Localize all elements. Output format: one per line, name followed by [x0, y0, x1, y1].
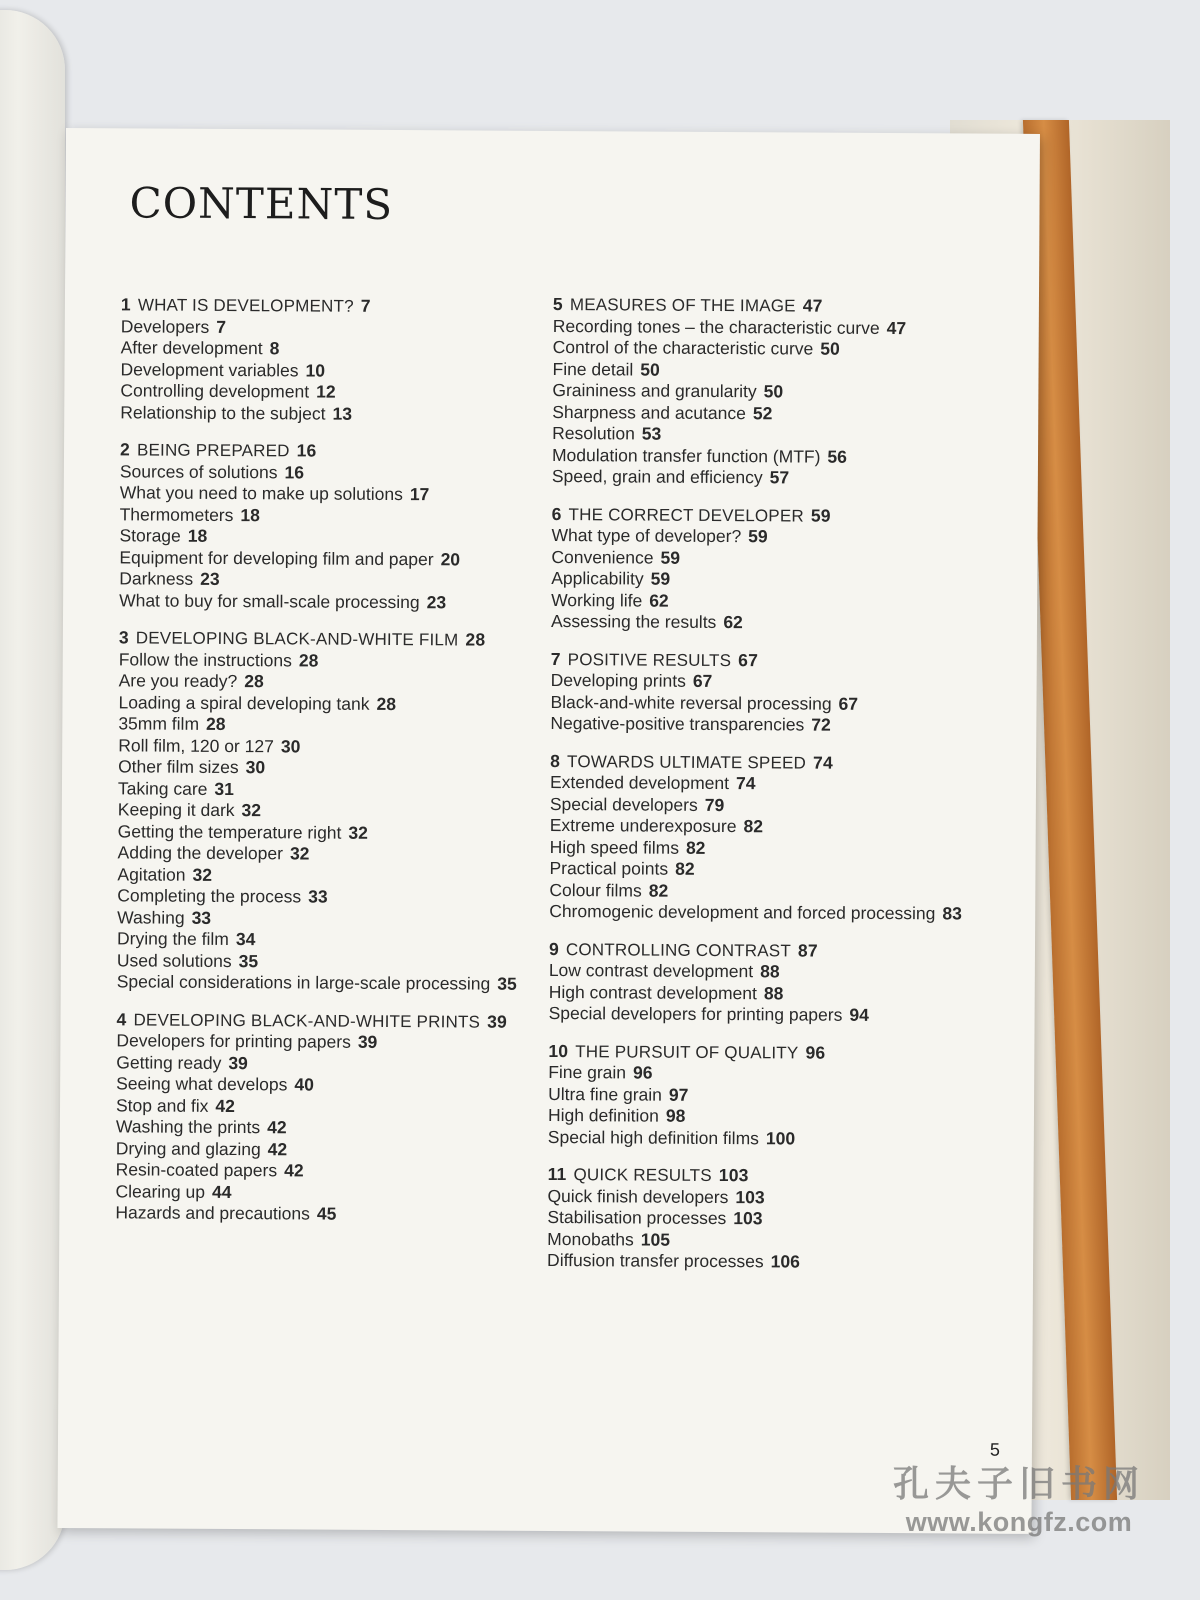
entry-title: Colour films — [549, 879, 642, 901]
chapter-number: 8 — [550, 750, 561, 771]
entry-page-number: 32 — [289, 843, 310, 864]
toc-entry — [549, 879, 969, 903]
entry-title: What to buy for small-scale processing — [119, 589, 420, 612]
chapter-heading — [120, 439, 540, 463]
entry-page-number: 96 — [633, 1062, 653, 1083]
entry-title: Extended development — [549, 771, 730, 794]
entry-page-number: 83 — [942, 903, 962, 924]
entry-title: Graininess and granularity — [552, 379, 757, 402]
toc-entry — [548, 1062, 968, 1086]
entry-title: High contrast development — [548, 981, 757, 1003]
entry-page-number: 62 — [649, 590, 669, 611]
entry-page-number: 105 — [640, 1229, 671, 1250]
entry-title: High speed films — [549, 836, 680, 858]
entry-title: Keeping it dark — [117, 799, 235, 821]
chapter-title: THE CORRECT DEVELOPER — [568, 504, 804, 526]
toc-chapter — [548, 1040, 969, 1150]
toc-entry — [551, 589, 971, 613]
entry-title: Are you ready? — [118, 670, 238, 692]
entry-page-number: 42 — [267, 1117, 287, 1138]
entry-page-number: 67 — [838, 693, 859, 714]
toc-entry — [551, 611, 971, 635]
entry-title: Extreme underexposure — [549, 814, 737, 837]
entry-title: Equipment for developing film and paper — [119, 546, 434, 569]
chapter-heading — [550, 750, 970, 774]
chapter-heading — [552, 503, 972, 527]
toc-chapter — [549, 750, 970, 925]
toc-chapter — [552, 294, 973, 490]
chapter-page-number: 67 — [738, 649, 759, 670]
entry-page-number: 7 — [216, 316, 227, 337]
entry-page-number: 50 — [763, 381, 784, 402]
page-title: CONTENTS — [129, 178, 394, 229]
entry-page-number: 32 — [241, 800, 262, 821]
chapter-page-number: 96 — [805, 1042, 826, 1063]
entry-page-number: 98 — [665, 1105, 686, 1126]
toc-entry — [551, 546, 971, 570]
watermark-url: www.kongfz.com — [905, 1507, 1133, 1537]
entry-title: Resin-coated papers — [115, 1159, 278, 1181]
toc-entry — [115, 1202, 535, 1226]
entry-title: Thermometers — [119, 503, 234, 525]
entry-title: After development — [120, 337, 263, 359]
entry-page-number: 88 — [763, 982, 784, 1003]
toc-entry — [549, 901, 969, 925]
toc-entry — [119, 649, 539, 673]
entry-page-number: 44 — [211, 1181, 232, 1202]
chapter-number: 3 — [118, 627, 129, 648]
entry-page-number: 40 — [294, 1074, 314, 1095]
entry-page-number: 28 — [298, 649, 319, 671]
entry-title: Special developers — [549, 793, 698, 815]
toc-entry — [552, 380, 972, 404]
toc-entry — [551, 568, 971, 592]
toc-entry — [119, 590, 539, 614]
toc-entry — [547, 1228, 967, 1252]
entry-title: Fine detail — [552, 358, 634, 379]
toc-entry — [117, 864, 537, 888]
toc-entry — [116, 1095, 536, 1119]
chapter-number: 1 — [120, 294, 131, 315]
toc-entry — [118, 735, 538, 759]
entry-title: Storage — [119, 525, 181, 546]
entry-page-number: 23 — [200, 568, 220, 589]
toc-entry — [117, 950, 537, 974]
entry-title: Drying and glazing — [115, 1137, 261, 1159]
toc-entry — [552, 401, 972, 425]
entry-title: Sources of solutions — [119, 460, 278, 482]
entry-page-number: 82 — [675, 858, 695, 879]
toc-entry — [549, 960, 969, 984]
toc-entry — [550, 691, 970, 715]
entry-page-number: 33 — [191, 907, 212, 928]
entry-page-number: 50 — [820, 338, 840, 359]
chapter-number: 7 — [550, 648, 561, 669]
chapter-title: WHAT IS DEVELOPMENT? — [137, 295, 354, 316]
entry-title: Used solutions — [116, 949, 232, 971]
entry-title: Special considerations in large-scale processing — [116, 971, 491, 994]
chapter-heading — [551, 648, 971, 672]
chapter-title: THE PURSUIT OF QUALITY — [575, 1041, 799, 1062]
page-number: 5 — [989, 1439, 1001, 1460]
entry-page-number: 28 — [244, 671, 264, 692]
chapter-title: TOWARDS ULTIMATE SPEED — [567, 751, 807, 773]
chapter-heading — [553, 294, 973, 318]
toc-entry — [118, 821, 538, 845]
entry-title: Washing — [117, 906, 185, 928]
entry-page-number: 42 — [284, 1160, 304, 1181]
entry-title: Modulation transfer function (MTF) — [551, 444, 821, 467]
toc-chapter — [119, 439, 540, 614]
toc-entry — [120, 402, 540, 426]
entry-page-number: 28 — [376, 693, 397, 714]
toc-entry — [121, 316, 541, 340]
entry-page-number: 94 — [849, 1004, 869, 1025]
entry-page-number: 59 — [650, 568, 671, 589]
chapter-heading — [119, 627, 539, 651]
chapter-page-number: 47 — [802, 295, 823, 316]
entry-title: Roll film, 120 or 127 — [118, 734, 274, 756]
toc-entry — [116, 1138, 536, 1162]
entry-page-number: 39 — [357, 1031, 378, 1052]
toc-chapter — [550, 648, 971, 737]
toc-chapter — [551, 503, 972, 635]
entry-title: Darkness — [119, 568, 194, 589]
chapter-number: 2 — [119, 439, 131, 460]
toc-entry — [547, 1207, 967, 1231]
entry-title: Agitation — [117, 863, 186, 885]
entry-title: Special developers for printing papers — [548, 1002, 843, 1025]
toc-entry — [118, 692, 538, 716]
toc-entry — [116, 1030, 536, 1054]
entry-page-number: 45 — [316, 1203, 337, 1224]
toc-entry — [552, 444, 972, 468]
entry-title: Diffusion transfer processes — [547, 1249, 764, 1272]
chapter-number: 6 — [551, 503, 562, 524]
chapter-number: 5 — [552, 293, 563, 315]
entry-page-number: 32 — [348, 822, 368, 843]
toc-entry — [117, 928, 537, 952]
entry-title: Seeing what develops — [116, 1073, 288, 1095]
entry-page-number: 23 — [426, 591, 447, 612]
toc-entry — [119, 670, 539, 694]
entry-page-number: 59 — [660, 547, 681, 568]
chapter-page-number: 74 — [812, 752, 833, 773]
entry-title: Drying the film — [116, 928, 229, 950]
entry-title: Stop and fix — [115, 1094, 209, 1116]
entry-title: Low contrast development — [548, 959, 754, 982]
entry-title: Controlling development — [120, 380, 310, 402]
chapter-number: 11 — [547, 1163, 567, 1185]
toc-entry — [552, 423, 972, 447]
entry-title: Washing the prints — [115, 1116, 261, 1138]
toc-entry — [549, 981, 969, 1005]
toc-chapter — [547, 1164, 968, 1274]
chapter-title: DEVELOPING BLACK-AND-WHITE PRINTS — [133, 1009, 481, 1032]
toc-entry — [548, 1126, 968, 1150]
entry-title: Quick finish developers — [547, 1185, 729, 1207]
chapter-title: MEASURES OF THE IMAGE — [569, 295, 796, 316]
entry-title: Assessing the results — [550, 610, 717, 632]
toc-column-right — [547, 294, 973, 1290]
chapter-title: BEING PREPARED — [136, 440, 290, 461]
chapter-heading — [121, 294, 541, 318]
chapter-heading — [548, 1040, 968, 1064]
entry-page-number: 35 — [238, 950, 259, 971]
toc-entry — [549, 1003, 969, 1027]
toc-entry — [118, 842, 538, 866]
entry-title: Convenience — [551, 546, 654, 568]
entry-page-number: 52 — [752, 402, 773, 423]
toc-entry — [551, 670, 971, 694]
toc-chapter — [120, 294, 541, 426]
toc-entry — [116, 1052, 536, 1076]
toc-entry — [547, 1185, 967, 1209]
toc-entry — [118, 756, 538, 780]
entry-page-number: 72 — [811, 714, 831, 735]
toc-chapter — [115, 1009, 536, 1227]
entry-page-number: 8 — [269, 338, 280, 359]
toc-entry — [549, 858, 969, 882]
entry-page-number: 35 — [497, 973, 517, 994]
entry-page-number: 50 — [640, 359, 660, 380]
entry-page-number: 82 — [743, 816, 764, 837]
toc-entry — [550, 793, 970, 817]
entry-page-number: 18 — [187, 525, 208, 546]
entry-title: Sharpness and acutance — [552, 401, 746, 423]
chapter-title: DEVELOPING BLACK-AND-WHITE FILM — [135, 628, 459, 650]
entry-title: Monobaths — [547, 1228, 634, 1249]
entry-page-number: 33 — [308, 886, 328, 907]
entry-title: Completing the process — [117, 885, 302, 907]
toc-entry — [550, 815, 970, 839]
watermark — [888, 1456, 1150, 1538]
entry-page-number: 13 — [332, 403, 353, 424]
toc-entry — [117, 885, 537, 909]
entry-page-number: 30 — [245, 757, 266, 778]
entry-page-number: 106 — [770, 1251, 800, 1272]
toc-entry — [117, 907, 537, 931]
toc-entry — [120, 380, 540, 404]
entry-title: Special high definition films — [547, 1126, 759, 1148]
entry-page-number: 28 — [206, 713, 226, 734]
toc-entry — [118, 778, 538, 802]
toc-entry — [550, 836, 970, 860]
entry-title: Other film sizes — [118, 756, 239, 778]
entry-page-number: 62 — [723, 612, 743, 633]
entry-page-number: 42 — [215, 1095, 235, 1116]
entry-page-number: 39 — [228, 1052, 248, 1073]
toc-entry — [548, 1105, 968, 1129]
entry-title: Resolution — [552, 422, 635, 444]
chapter-page-number: 59 — [810, 505, 831, 526]
toc-entry — [116, 1073, 536, 1097]
entry-page-number: 16 — [284, 461, 305, 482]
entry-title: Getting the temperature right — [117, 820, 342, 843]
entry-title: Getting ready — [116, 1051, 222, 1073]
chapter-number: 9 — [548, 938, 559, 959]
entry-title: Chromogenic development and forced processing — [549, 900, 936, 924]
toc-entry — [547, 1250, 967, 1274]
toc-entry — [116, 1159, 536, 1183]
entry-page-number: 42 — [267, 1138, 288, 1159]
entry-page-number: 67 — [692, 670, 713, 691]
chapter-number: 4 — [116, 1008, 127, 1029]
toc-entry — [116, 1116, 536, 1140]
entry-title: Developing prints — [550, 669, 686, 691]
chapter-heading — [116, 1009, 536, 1033]
toc-entry — [550, 713, 970, 737]
entry-page-number: 103 — [735, 1186, 765, 1207]
entry-page-number: 34 — [235, 929, 256, 950]
entry-title: Relationship to the subject — [120, 401, 326, 424]
entry-title: Speed, grain and efficiency — [551, 465, 763, 488]
entry-title: Developers for printing papers — [116, 1030, 351, 1052]
chapter-page-number: 87 — [797, 939, 818, 961]
entry-title: Working life — [551, 589, 643, 611]
chapter-page-number: 16 — [296, 440, 317, 461]
chapter-number: 10 — [548, 1040, 569, 1061]
chapter-page-number: 7 — [360, 295, 371, 316]
entry-title: Applicability — [551, 567, 644, 589]
entry-page-number: 59 — [748, 526, 768, 547]
entry-page-number: 17 — [409, 484, 430, 505]
toc-entry — [117, 971, 537, 995]
entry-title: Taking care — [117, 777, 208, 799]
entry-title: Development variables — [120, 358, 299, 380]
entry-title: What type of developer? — [551, 524, 742, 547]
entry-page-number: 20 — [440, 548, 461, 569]
entry-page-number: 47 — [886, 317, 907, 338]
toc-entry — [120, 482, 540, 506]
toc-entry — [119, 547, 539, 571]
entry-title: Ultra fine grain — [548, 1083, 662, 1105]
entry-title: Clearing up — [115, 1180, 206, 1202]
entry-title: Follow the instructions — [118, 648, 292, 670]
entry-title: Recording tones – the characteristic curve — [552, 315, 880, 338]
toc-entry — [550, 772, 970, 796]
entry-page-number: 10 — [305, 359, 326, 381]
entry-page-number: 12 — [316, 381, 336, 402]
entry-page-number: 32 — [192, 864, 213, 885]
watermark-name: 孔夫子旧书网 — [892, 1464, 1145, 1505]
entry-page-number: 57 — [769, 467, 790, 488]
toc-entry — [551, 525, 971, 549]
entry-title: Developers — [120, 315, 210, 337]
entry-title: Negative-positive transparencies — [550, 712, 805, 735]
chapter-heading — [548, 1164, 968, 1188]
toc-entry — [118, 799, 538, 823]
toc-entry — [121, 337, 541, 361]
toc-chapter — [117, 627, 539, 995]
entry-page-number: 103 — [733, 1208, 763, 1229]
entry-page-number: 30 — [280, 735, 301, 756]
toc-column-left — [115, 294, 541, 1242]
entry-page-number: 56 — [827, 446, 847, 467]
toc-entry — [552, 466, 972, 490]
contents-page — [57, 128, 1040, 1534]
chapter-heading — [549, 938, 969, 962]
toc-entry — [120, 461, 540, 485]
entry-title: Hazards and precautions — [115, 1202, 310, 1224]
chapter-page-number: 28 — [465, 629, 486, 650]
entry-title: What you need to make up solutions — [119, 482, 403, 505]
toc-entry — [119, 568, 539, 592]
entry-title: Fine grain — [548, 1061, 627, 1083]
entry-page-number: 79 — [704, 794, 725, 815]
entry-title: Control of the characteristic curve — [552, 336, 814, 359]
toc-entry — [118, 713, 538, 737]
entry-title: Adding the developer — [117, 842, 284, 864]
chapter-title: QUICK RESULTS — [573, 1165, 712, 1185]
entry-page-number: 31 — [214, 778, 234, 799]
entry-title: Stabilisation processes — [547, 1206, 727, 1229]
toc-entry — [553, 315, 973, 339]
facing-page-edge — [0, 10, 65, 1570]
chapter-page-number: 39 — [487, 1011, 508, 1032]
toc-chapter — [549, 938, 970, 1027]
toc-entry — [115, 1181, 535, 1205]
entry-title: Loading a spiral developing tank — [118, 691, 370, 714]
toc-entry — [120, 359, 540, 383]
entry-title: Black-and-white reversal processing — [550, 691, 832, 714]
entry-title: Practical points — [549, 857, 669, 879]
toc-entry — [553, 337, 973, 361]
entry-page-number: 97 — [668, 1084, 689, 1105]
toc-entry — [119, 525, 539, 549]
entry-title: 35mm film — [118, 713, 200, 734]
entry-page-number: 74 — [735, 773, 756, 794]
entry-page-number: 100 — [765, 1127, 796, 1148]
chapter-title: POSITIVE RESULTS — [567, 649, 732, 670]
entry-page-number: 82 — [685, 837, 706, 858]
toc-entry — [548, 1083, 968, 1107]
entry-page-number: 88 — [760, 961, 780, 982]
toc-entry — [552, 358, 972, 382]
chapter-title: CONTROLLING CONTRAST — [565, 939, 792, 960]
toc-entry — [120, 504, 540, 528]
entry-page-number: 82 — [648, 880, 669, 901]
chapter-page-number: 103 — [718, 1165, 749, 1186]
entry-title: High definition — [547, 1104, 659, 1126]
entry-page-number: 18 — [240, 504, 260, 525]
entry-page-number: 53 — [641, 423, 662, 444]
